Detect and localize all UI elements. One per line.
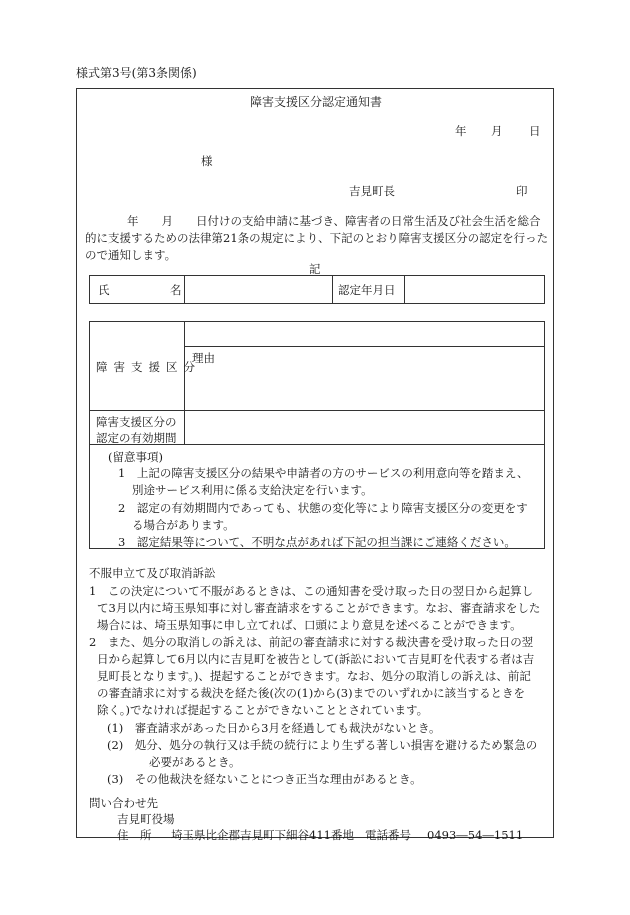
validity-label-line-1: 障害支援区分の: [96, 415, 177, 429]
reason-label: 理由: [192, 351, 215, 365]
date-month-label: 月: [491, 124, 503, 138]
appeal-sub-2-line-1: (2) 処分、処分の執行又は手続の続行により生ずる著しい損害を避けるため緊急の: [107, 738, 538, 752]
notice-frame: [76, 88, 554, 842]
note-2-line-1: 2 認定の有効期間内であっても、状態の変化等により障害支援区分の変更をす: [118, 501, 528, 515]
name-date-table: [89, 275, 545, 304]
contact-office: 吉見町役場: [117, 812, 175, 826]
appeal-p2-line-2: 日から起算して6月以内に吉見町を被告として(訴訟において吉見町を代表する者は吉: [97, 652, 535, 666]
issuer-name: 吉見町長: [349, 184, 395, 198]
notes-box: [89, 445, 545, 549]
table2-row-line-1: [184, 346, 545, 347]
appeal-p2-line-5: 除く。)でなければ提起することができないこととされています。: [97, 703, 429, 717]
document-title: 障害支援区分認定通知書: [249, 95, 382, 109]
support-category-table: [89, 321, 545, 445]
table1-divider-1: [184, 276, 185, 303]
name-label-b: 名: [170, 283, 182, 297]
table2-divider: [184, 322, 185, 444]
contact-phone: 0493―54―1511: [427, 828, 524, 842]
support-category-label: 障害支援区分: [96, 360, 201, 374]
validity-label-line-2: 認定の有効期間: [96, 431, 177, 445]
table2-row-line-2: [90, 410, 545, 411]
appeal-p1-line-1: 1 この決定について不服があるときは、この通知書を受け取った日の翌日から起算し: [89, 584, 534, 598]
contact-phone-label: 電話番号: [365, 828, 411, 842]
contact-heading: 問い合わせ先: [89, 796, 158, 810]
seal-mark: 印: [516, 184, 528, 198]
intro-line-2: 的に支援するための法律第21条の規定により、下記のとおり障害支援区分の認定を行った: [85, 231, 549, 245]
table1-divider-3: [404, 276, 405, 303]
intro-line-3: ので通知します。: [85, 248, 177, 262]
contact-address: 埼玉県比企郡吉見町下細谷411番地: [171, 828, 354, 842]
date-year-label: 年: [455, 124, 467, 138]
appeal-p2-line-4: の審査請求に対する裁決を経た後(次の(1)から(3)までのいずれかに該当するときを: [97, 686, 526, 700]
note-1-line-1: 1 上記の障害支援区分の結果や申請者の方のサービスの利用意向等を踏まえ、: [118, 466, 529, 480]
form-number-label: 様式第3号(第3条関係): [76, 66, 197, 80]
appeal-heading: 不服申立て及び取消訴訟: [89, 566, 216, 580]
ki-mark: 記: [309, 262, 321, 276]
note-1-line-2: 別途サービス利用に係る支給決定を行います。: [132, 483, 373, 497]
addressee-suffix: 様: [201, 154, 213, 168]
name-label-a: 氏: [98, 283, 110, 297]
appeal-sub-3: (3) その他裁決を経ないことにつき正当な理由があるとき。: [107, 772, 422, 786]
note-2-line-2: る場合があります。: [132, 518, 235, 532]
cert-date-label: 認定年月日: [338, 283, 396, 297]
appeal-p2-line-3: 見町長となります。)、提起することができます。なお、処分の取消しの訴えは、前記: [97, 669, 531, 683]
intro-line-1: 年 月 日付けの支給申請に基づき、障害者の日常生活及び社会生活を総合: [127, 214, 541, 228]
appeal-sub-2-line-2: 必要があるとき。: [149, 755, 241, 769]
notes-heading: (留意事項): [108, 450, 163, 464]
appeal-sub-1: (1) 審査請求があった日から3月を経過しても裁決がないとき。: [107, 721, 441, 735]
note-3-line-1: 3 認定結果等について、不明な点があれば下記の担当課にご連絡ください。: [118, 535, 516, 549]
contact-address-label: 住 所: [117, 828, 152, 842]
appeal-p1-line-3: 場合には、埼玉県知事に申し立てれば、口頭により意見を述べることができます。: [97, 618, 522, 632]
appeal-p1-line-2: て3月以内に埼玉県知事に対し審査請求をすることができます。なお、審査請求をした: [97, 601, 541, 615]
appeal-p2-line-1: 2 また、処分の取消しの訴えは、前記の審査請求に対する裁決書を受け取った日の翌: [89, 635, 534, 649]
table1-divider-2: [332, 276, 333, 303]
date-day-label: 日: [529, 124, 541, 138]
